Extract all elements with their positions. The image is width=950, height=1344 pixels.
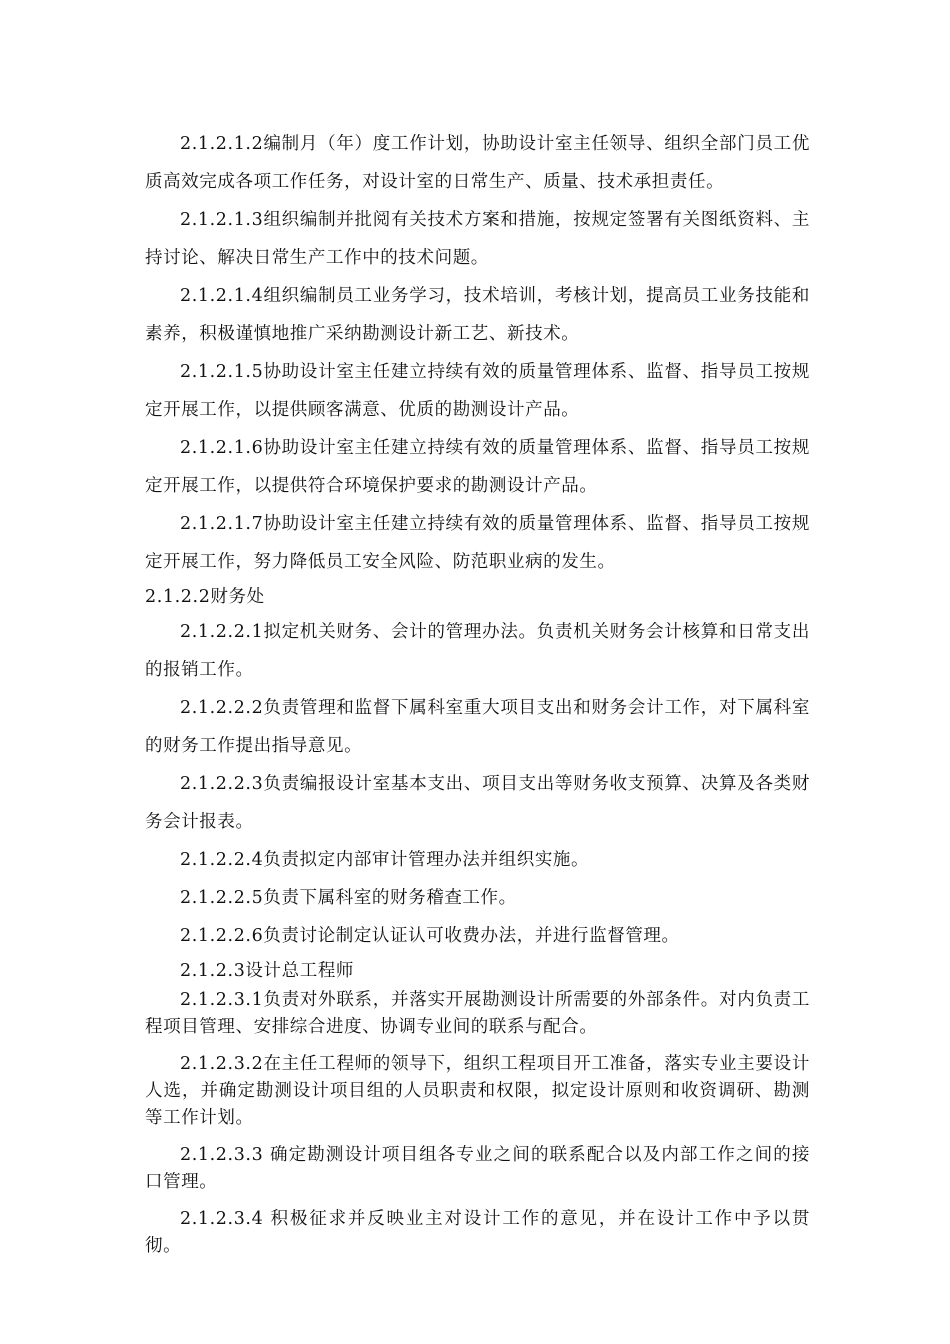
paragraph-2-1-2-1-3: 2.1.2.1.3组织编制并批阅有关技术方案和措施，按规定签署有关图纸资料、主持讨论、解决日常生产工作中的技术问题。: [145, 210, 810, 268]
paragraph-2-1-2-3-3: 2.1.2.3.3 确定勘测设计项目组各专业之间的联系配合以及内部工作之间的接口管理。: [145, 1145, 810, 1192]
paragraph-2-1-2-2-5: 2.1.2.2.5负责下属科室的财务稽查工作。: [180, 888, 517, 908]
document-body: [145, 125, 810, 1270]
paragraph-2-1-2-1-2: 2.1.2.1.2编制月（年）度工作计划，协助设计室主任领导、组织全部门员工优质高效完成各项工作任务，对设计室的日常生产、质量、技术承担责任。: [145, 134, 810, 192]
section-heading-chief-engineer: 2.1.2.3设计总工程师: [180, 961, 355, 981]
paragraph-2-1-2-3-4: 2.1.2.3.4 积极征求并反映业主对设计工作的意见，并在设计工作中予以贯彻。: [145, 1209, 810, 1256]
paragraph-2-1-2-1-6: 2.1.2.1.6协助设计室主任建立持续有效的质量管理体系、监督、指导员工按规定开展工作，以提供符合环境保护要求的勘测设计产品。: [145, 438, 810, 496]
paragraph-2-1-2-1-7: 2.1.2.1.7协助设计室主任建立持续有效的质量管理体系、监督、指导员工按规定开展工作，努力降低员工安全风险、防范职业病的发生。: [145, 514, 810, 572]
paragraph-2-1-2-1-5: 2.1.2.1.5协助设计室主任建立持续有效的质量管理体系、监督、指导员工按规定开展工作，以提供顾客满意、优质的勘测设计产品。: [145, 362, 810, 420]
paragraph-2-1-2-3-2: 2.1.2.3.2在主任工程师的领导下，组织工程项目开工准备，落实专业主要设计人选，并确定勘测设计项目组的人员职责和权限，拟定设计原则和收资调研、勘测等工作计划。: [145, 1054, 810, 1128]
paragraph-2-1-2-1-4: 2.1.2.1.4组织编制员工业务学习，技术培训，考核计划，提高员工业务技能和素养，积极谨慎地推广采纳勘测设计新工艺、新技术。: [145, 286, 810, 344]
paragraph-2-1-2-2-1: 2.1.2.2.1拟定机关财务、会计的管理办法。负责机关财务会计核算和日常支出的报销工作。: [145, 622, 810, 680]
paragraph-2-1-2-2-4: 2.1.2.2.4负责拟定内部审计管理办法并组织实施。: [180, 850, 590, 870]
paragraph-2-1-2-2-6: 2.1.2.2.6负责讨论制定认证认可收费办法，并进行监督管理。: [180, 926, 680, 946]
paragraph-2-1-2-3-1: 2.1.2.3.1负责对外联系，并落实开展勘测设计所需要的外部条件。对内负责工程项目管理、安排综合进度、协调专业间的联系与配合。: [145, 990, 810, 1037]
paragraph-2-1-2-2-3: 2.1.2.2.3负责编报设计室基本支出、项目支出等财务收支预算、决算及各类财务会计报表。: [145, 774, 810, 832]
section-heading-finance: 2.1.2.2财务处: [145, 587, 265, 607]
paragraph-2-1-2-2-2: 2.1.2.2.2负责管理和监督下属科室重大项目支出和财务会计工作，对下属科室的财务工作提出指导意见。: [145, 698, 810, 756]
